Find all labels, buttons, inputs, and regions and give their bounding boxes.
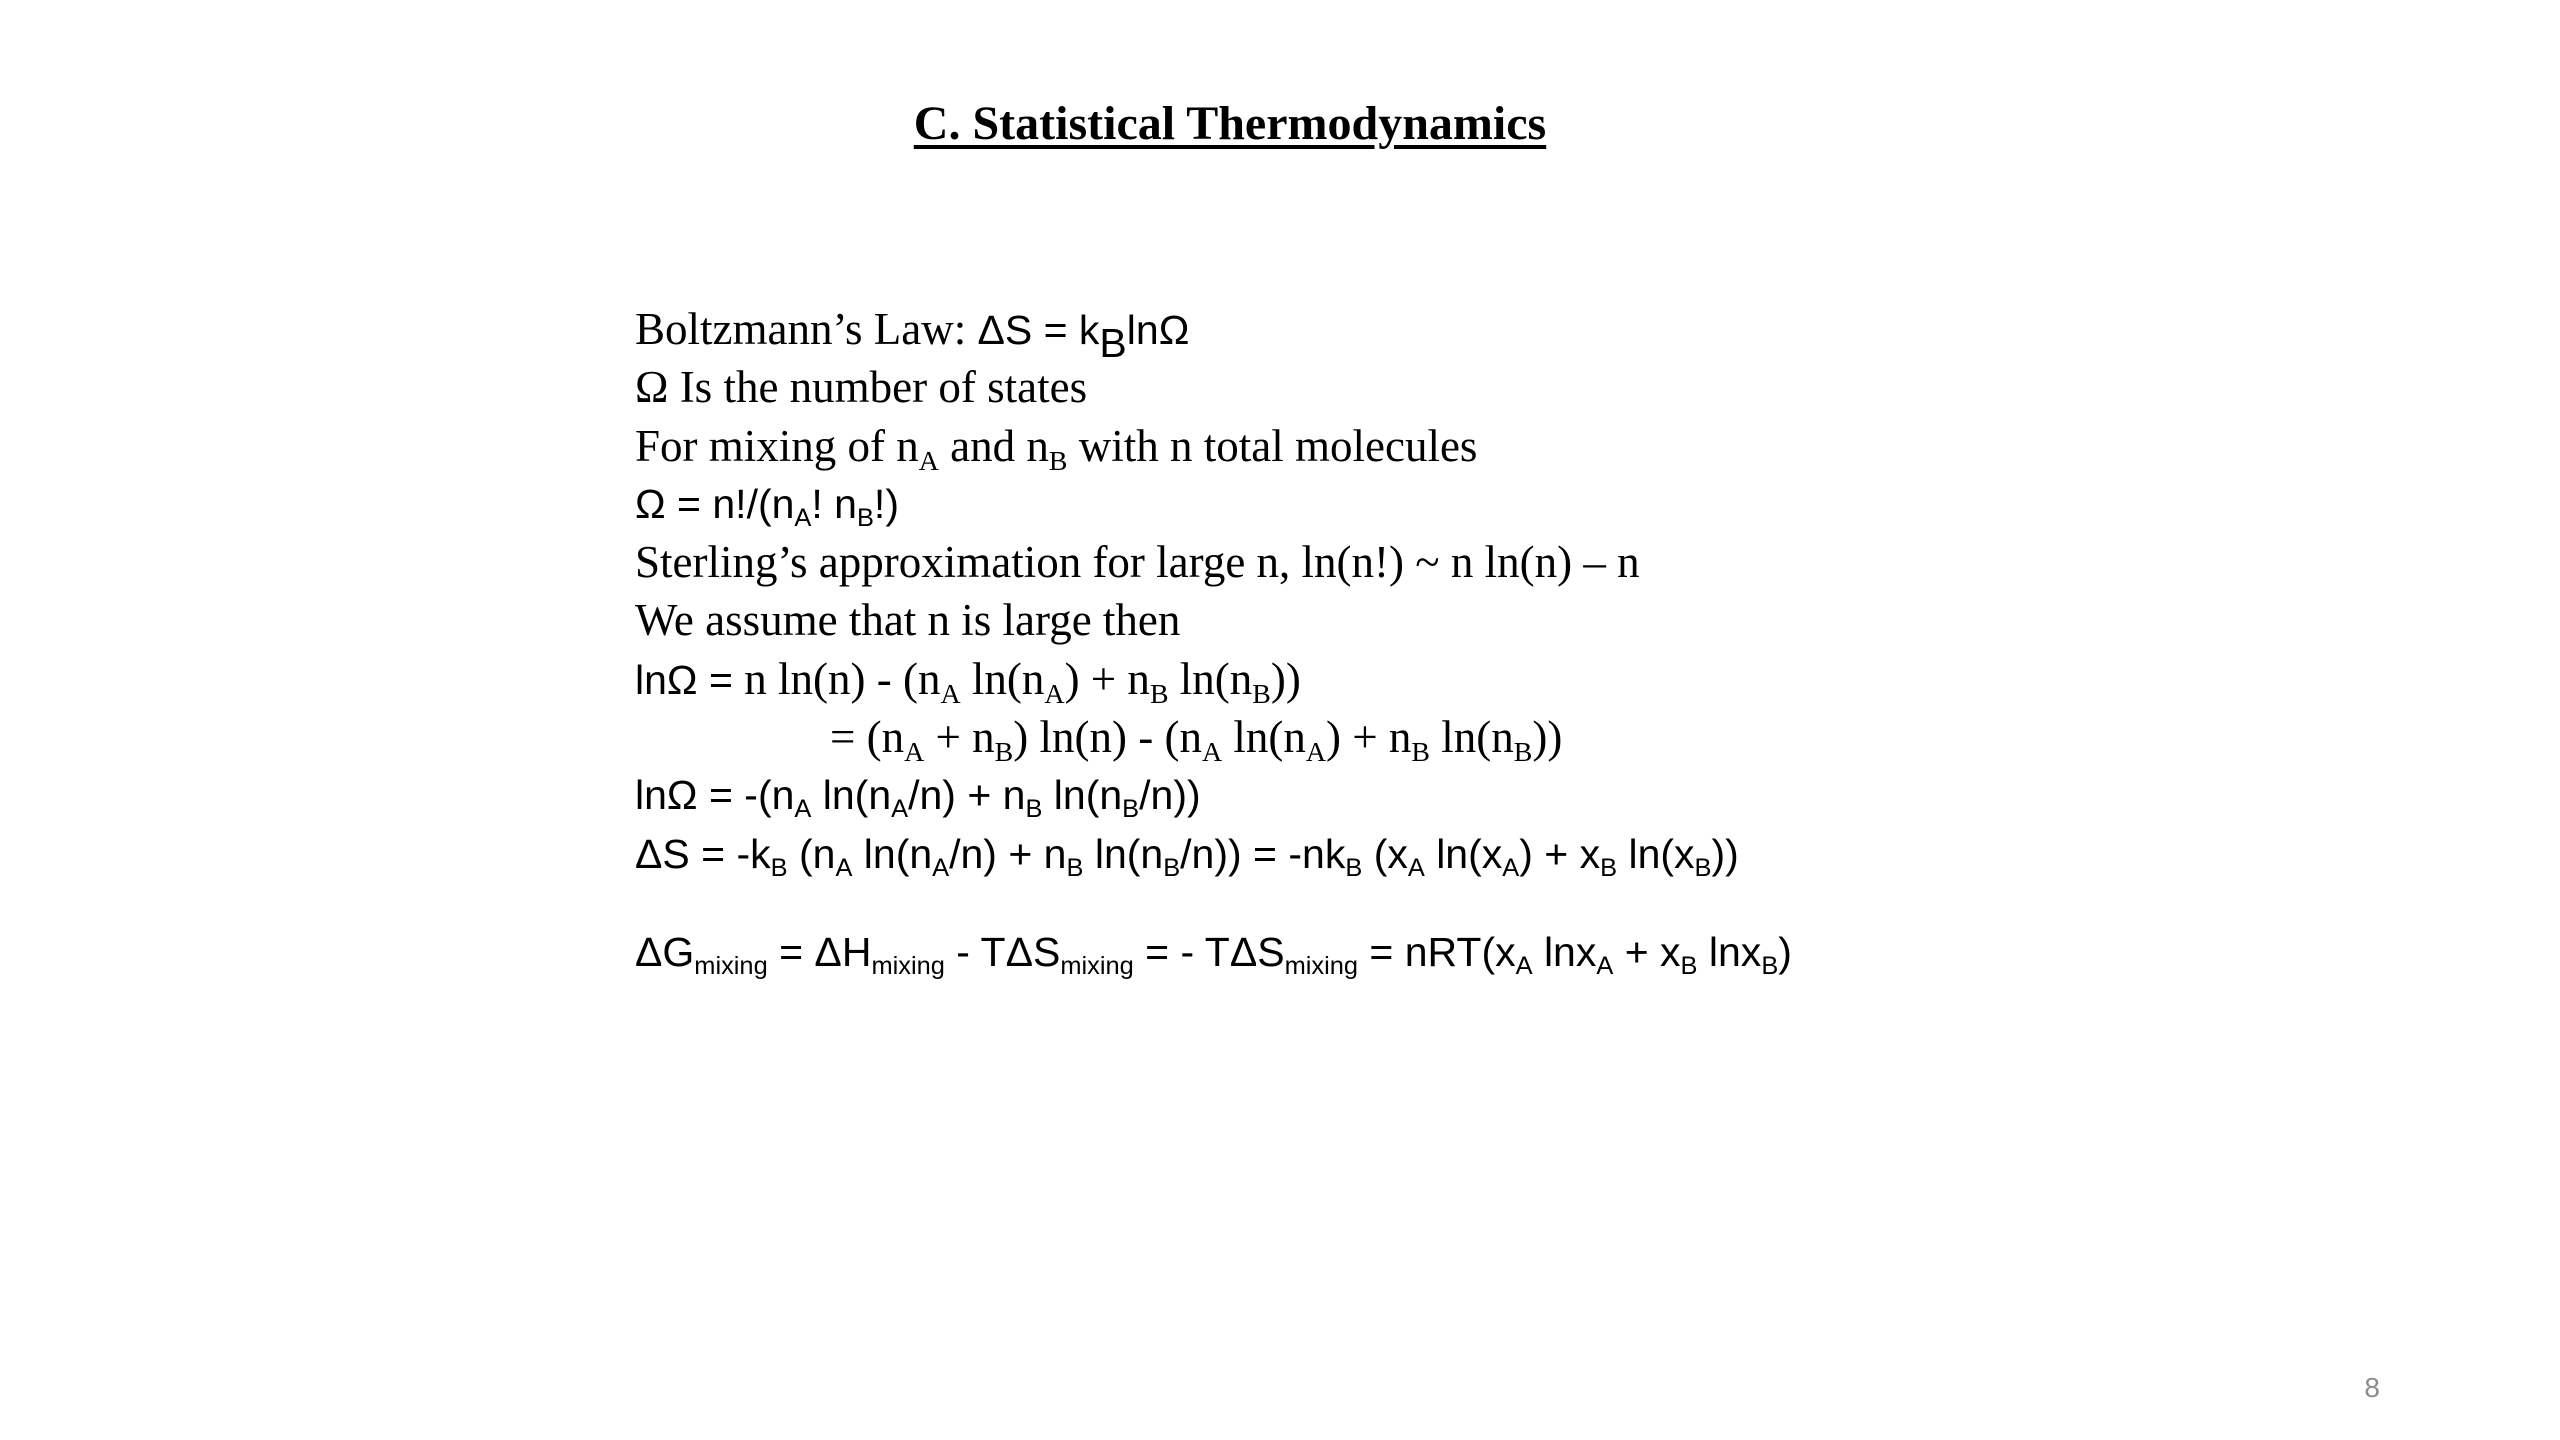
omega-equation-line: $\Omega = n!/(n_A$! $n_B$!): [635, 480, 899, 533]
slide-title: C. Statistical Thermodynamics: [913, 97, 1547, 150]
sterling-approximation-line: Sterling’s approximation for large n, ln(n!) ~ n ln(n) – n: [635, 537, 1640, 588]
assumption-line: We assume that n is large then: [635, 595, 1181, 646]
page-number: 8: [2364, 1372, 2380, 1403]
mixing-description-line: For mixing of $n_A$ and $n_B$ with n total molecules: [635, 420, 1478, 477]
gibbs-mixing-equation-line: $\Delta G_{mixing} = \Delta H_{mixing} - T\Delta S_{mixing}$ = - $T\Delta S_{mixing} = nRT(x_A$ $\ln x_A + x_B$ lnx$_B$): [635, 928, 1792, 981]
slide-body: [635, 300, 2435, 981]
ln-omega-expansion-line: = $(n_A + n_B)$ $\ln(n) - (n_A$ $\ln(n_A) + n_B$ $\ln(n_B)$): [830, 712, 1563, 768]
ln-omega-equation-line: lnΩ = n $\ln(n) - (n_A$ $\ln(n_A) + n_B$ $\ln(n_B)$): [635, 653, 1301, 710]
entropy-equation-line: $\Delta S = -k_B$ ($n_A$ $\ln(n_A/n) + n_B$ $\ln(n_B/n)) = -nk_B$ ($x_A$ $\ln(x_A) + x_B$ $\ln(x_B)$): [635, 830, 1739, 882]
omega-definition-line: Ω Is the number of states: [635, 362, 1088, 413]
boltzmann-law-line: Boltzmann’s Law: $\Delta S = k_B\ln\Omega$: [635, 304, 1190, 367]
ln-omega-simplified-line: $\ln\Omega = -(n_A$ $\ln(n_A/n) + n_B$ $\ln(n_B/n)$): [635, 772, 1201, 824]
